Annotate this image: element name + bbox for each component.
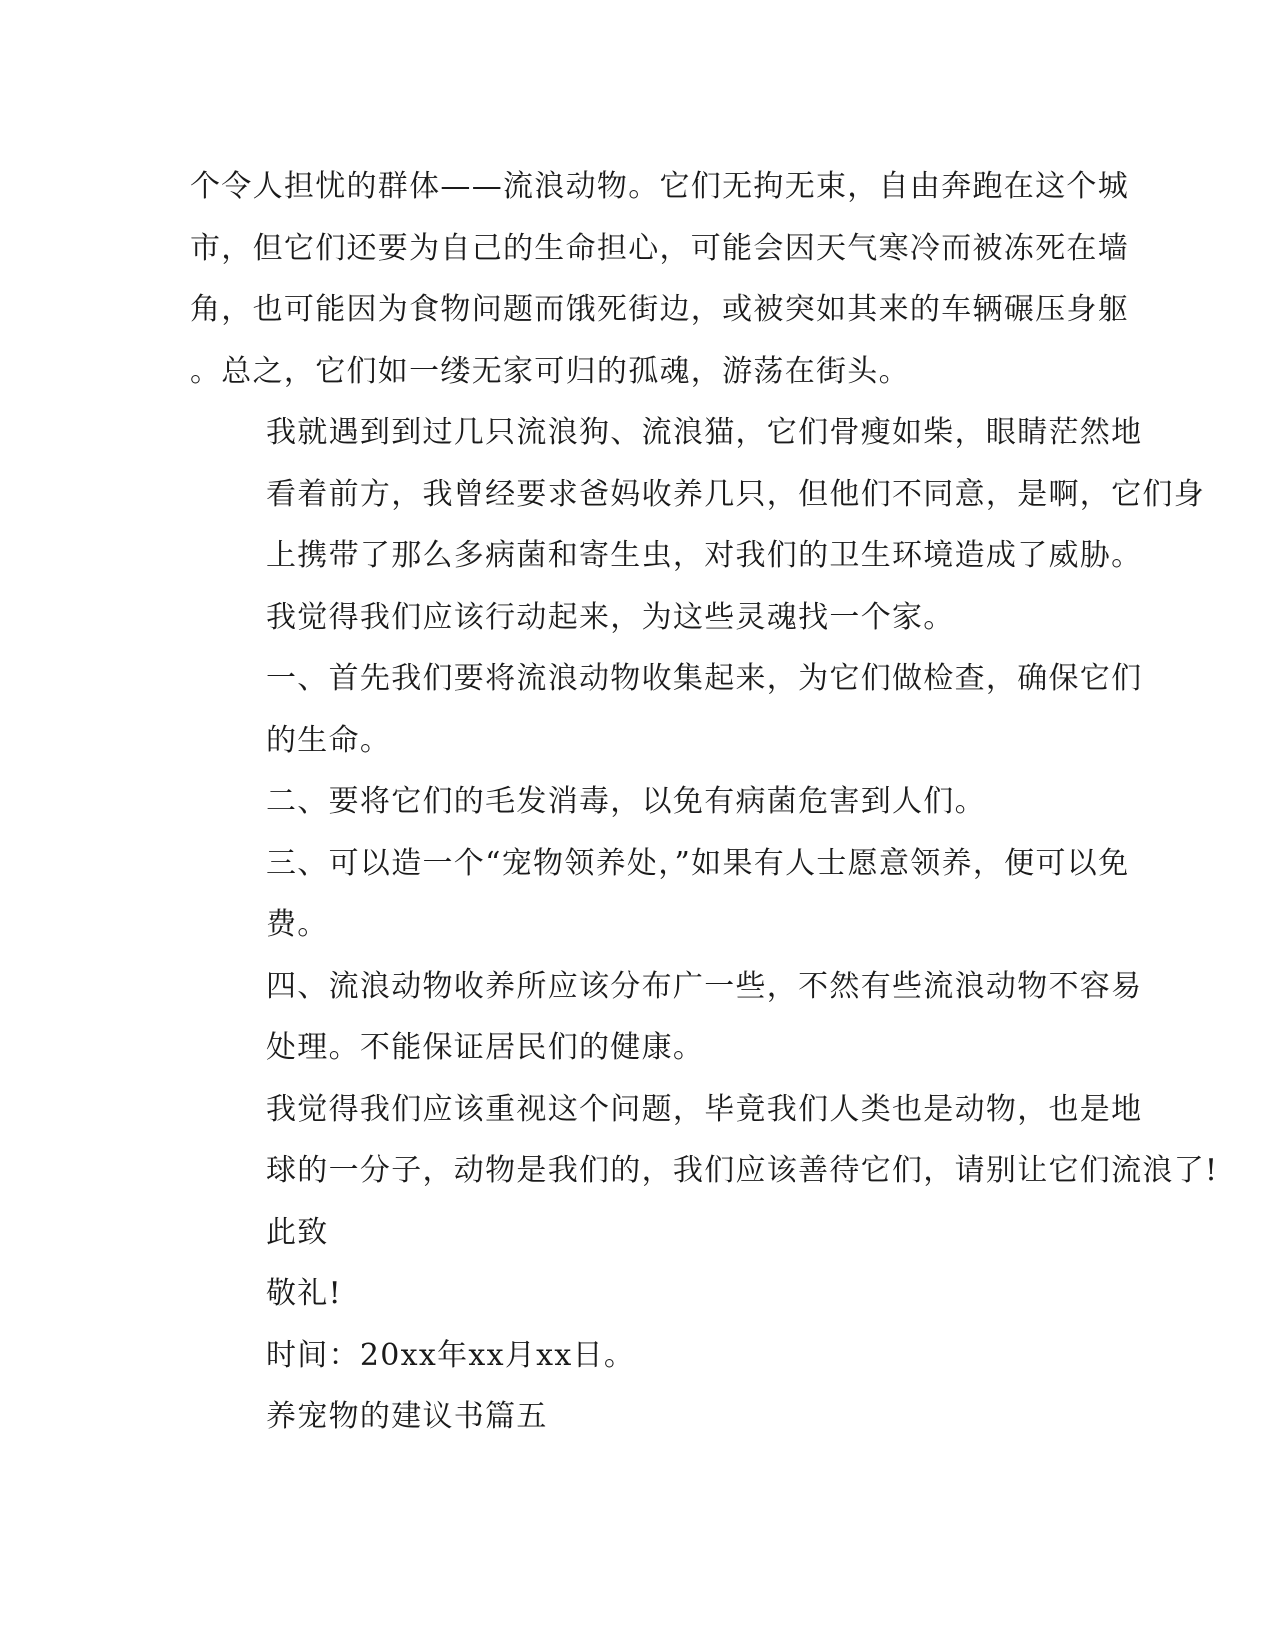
text-line: 球的一分子，动物是我们的，我们应该善待它们，请别让它们流浪了! (266, 1153, 1219, 1188)
paragraph-conclusion (190, 1079, 1219, 1202)
text-line: 上携带了那么多病菌和寄生虫，对我们的卫生环境造成了威胁。 (266, 538, 1143, 573)
text-line: 敬礼! (266, 1276, 342, 1311)
text-line: 角，也可能因为食物问题而饿死街边，或被突如其来的车辆碾压身躯 (190, 292, 1129, 327)
paragraph-suggestion-3 (190, 833, 1130, 956)
text-line: 时间：20xx年xx月xx日。 (266, 1337, 636, 1373)
text-line: 处理。不能保证居民们的健康。 (266, 1030, 705, 1065)
paragraph-suggestion-2 (190, 771, 1080, 833)
text-line: 市，但它们还要为自己的生命担心，可能会因天气寒冷而被冻死在墙 (190, 230, 1129, 266)
paragraph-suggestion-4 (190, 956, 1143, 1079)
text-line: 我觉得我们应该行动起来，为这些灵魂找一个家。 (266, 599, 955, 635)
paragraph-personal-encounter (190, 402, 1205, 587)
text-line: 的生命。 (266, 722, 392, 758)
paragraph-stray-animals-intro (190, 156, 1129, 402)
text-line: 二、要将它们的毛发消毒，以免有病菌危害到人们。 (266, 784, 986, 819)
text-line: 。总之，它们如一缕无家可归的孤魂，游荡在街头。 (190, 353, 910, 389)
closing-salutation (190, 1202, 1080, 1264)
text-line: 三、可以造一个“宠物领养处，”如果有人士愿意领养，便可以免 (266, 845, 1130, 881)
text-line: 四、流浪动物收养所应该分布广一些，不然有些流浪动物不容易 (266, 968, 1143, 1004)
text-line: 个令人担忧的群体——流浪动物。它们无拘无束，自由奔跑在这个城 (190, 169, 1129, 204)
text-line: 此致 (266, 1214, 329, 1250)
paragraph-suggestion-1 (190, 648, 1143, 771)
text-line: 看着前方，我曾经要求爸妈收养几只，但他们不同意，是啊，它们身 (266, 476, 1205, 512)
text-line: 我觉得我们应该重视这个问题，毕竟我们人类也是动物，也是地 (266, 1091, 1143, 1127)
date-line (190, 1325, 1080, 1387)
text-line: 一、首先我们要将流浪动物收集起来，为它们做检查，确保它们 (266, 661, 1143, 696)
text-line: 养宠物的建议书篇五 (266, 1399, 548, 1434)
text-line: 我就遇到到过几只流浪狗、流浪猫，它们骨瘦如柴，眼睛茫然地 (266, 415, 1143, 450)
closing-regards (190, 1263, 1080, 1325)
text-line: 费。 (266, 907, 329, 942)
document-body (190, 156, 1219, 1448)
paragraph-call-to-action (190, 587, 1080, 649)
next-section-heading (190, 1386, 1080, 1448)
